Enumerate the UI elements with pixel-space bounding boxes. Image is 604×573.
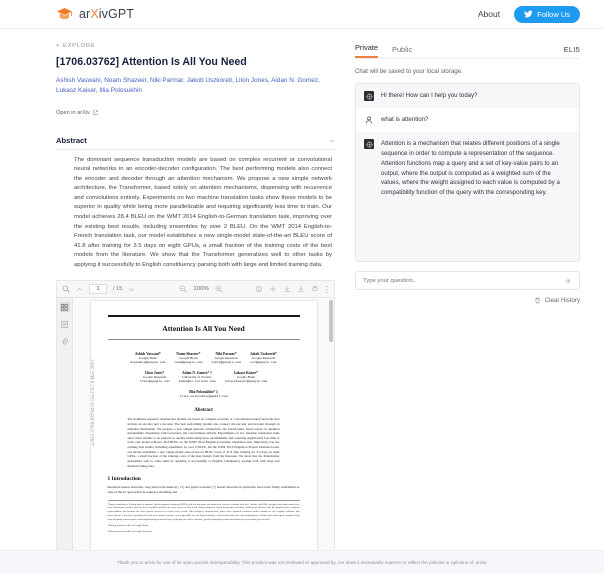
print-icon[interactable] — [311, 285, 319, 293]
pdf-body — [57, 298, 334, 573]
pdf-toolbar — [57, 281, 334, 298]
open-in-arxiv-label: Open in arXiv — [56, 109, 90, 116]
pdf-author-affiliation: Google Research — [251, 356, 276, 361]
pdf-author-name: Niki Parmar* — [215, 352, 237, 357]
more-options-icon[interactable] — [325, 285, 329, 294]
pdf-doc-title: Attention Is All You Need — [162, 323, 245, 333]
zoom-level-label[interactable]: 100% — [193, 286, 209, 293]
abstract-heading: Abstract — [56, 135, 87, 145]
breadcrumb-explore[interactable] — [56, 43, 335, 49]
chevron-left-icon: « — [56, 43, 61, 49]
pdf-author-name: Lukasz Kaiser* — [233, 371, 258, 376]
pdf-intro-mid: and gated recurrent — [183, 485, 212, 490]
pdf-author-name: Ashish Vaswani* — [134, 352, 161, 357]
app-header — [0, 0, 604, 29]
bot-avatar — [364, 91, 374, 101]
pdf-author-affiliation: Google Research — [142, 375, 167, 380]
pdf-author-name: Illia Polosukhin* ‡ — [189, 390, 218, 395]
clear-history-label: Clear History — [544, 297, 580, 304]
storage-note: Chat will be saved to your local storage. — [355, 68, 463, 75]
bot-avatar — [364, 139, 374, 149]
chat-message-bot — [356, 84, 579, 108]
pdf-author-affiliation: University of Toronto — [182, 375, 212, 380]
pdf-authors-row-1 — [108, 352, 300, 364]
pdf-author — [211, 352, 241, 364]
logo-text: arXivGPT — [79, 7, 134, 21]
pdf-author — [174, 352, 202, 364]
chat-column — [345, 29, 604, 550]
chat-message-bot — [356, 132, 579, 261]
chat-message-text: Attention is a mechanism that relates different positions of a single sequence in order to compute a representation of the sequence. Attention functions map a query and a set of key-value pairs to an output, where the output is computed as a weighted sum of the values, where the weight assigned to each value is computed by a compatibility function of the query with the corresponding key. — [381, 140, 560, 197]
pdf-citation[interactable]: [13] — [178, 485, 184, 490]
page-total-label: / 15 — [113, 286, 123, 293]
page-body — [0, 29, 604, 550]
tab-private[interactable]: Private — [355, 43, 378, 58]
page-title: [1706.03762] Attention Is All You Need — [56, 56, 247, 68]
thumbnails-grid-icon[interactable] — [60, 302, 70, 312]
pdf-author — [250, 352, 277, 364]
pdf-author-name: Noam Shazeer* — [176, 352, 201, 357]
chevron-down-icon[interactable] — [128, 286, 135, 293]
chat-message-text: Hi there! How can I help you today? — [381, 92, 478, 99]
paper-column — [0, 29, 345, 550]
pdf-footnote-3: ‡Work performed while at Google Research. — [107, 530, 153, 534]
abstract-header[interactable] — [56, 127, 335, 150]
rotate-icon[interactable] — [255, 285, 263, 293]
trash-icon — [534, 297, 541, 304]
pdf-author-name: Jakob Uszkoreit* — [250, 352, 277, 357]
pdf-page-1 — [90, 300, 318, 573]
pdf-author — [178, 371, 215, 383]
logo[interactable] — [56, 7, 134, 21]
pdf-authors-row-2 — [108, 371, 300, 383]
pdf-author — [179, 390, 227, 398]
pdf-author-email: nikip@google.com — [211, 360, 242, 365]
pdf-canvas[interactable] — [73, 298, 334, 573]
paperclip-icon[interactable] — [60, 336, 70, 346]
download-icon[interactable] — [283, 285, 291, 293]
pdf-author-name: Llion Jones* — [144, 371, 165, 376]
clear-history-button[interactable] — [355, 297, 580, 304]
zoom-out-icon[interactable] — [179, 285, 187, 293]
pdf-author-affiliation: Google Brain — [138, 356, 157, 361]
chat-message-text: what is attention? — [381, 116, 429, 123]
pdf-rule-thin — [108, 339, 300, 340]
save-icon[interactable] — [297, 285, 305, 293]
pdf-intro-paragraph — [108, 485, 300, 495]
pdf-abstract-text: The dominant sequence transduction models are based on complex recurrent or convolutional neural networks that include an encoder and a decoder. The best performing models also connect the encoder and decoder through an attention mechanism. We propose a new simple network architecture, the Transformer, based solely on attention mechanisms, dispensing with recurrence and convolutions entirely. Experiments on two machine translation tasks show these models to be superior in quality while being more parallelizable and requiring significantly less time to train. Our model achieves 28.4 BLEU on the WMT 2014 English-to-German translation task, improving over the existing best results, including ensembles, by over 2 BLEU. On the WMT 2014 English-to-French translation task, our model establishes a new single-model state-of-the-art BLEU score of 41.8 after training for 3.5 days on eight GPUs, a small fraction of the training costs of the best models from the literature. We show that the Transformer generalizes well to other tasks by applying it successfully to English constituency parsing both with large and limited training data. — [127, 417, 280, 468]
graduation-cap-icon — [56, 7, 73, 21]
pdf-authors-row-3 — [108, 390, 300, 398]
pdf-footnote-1: *Equal contribution. Listing order is random. Jakob proposed replacing RNNs with self-attention and started the effort to evaluate this idea. Ashish, with Illia, designed and implemented the first Transformer models and has been crucially involved in every aspect of this work. Noam proposed scaled dot-product attention, multi-head attention and the parameter-free position representation and became the other person involved in nearly every detail. Niki designed, implemented, tuned and evaluated countless model variants in our original codebase and tensor2tensor. Llion also experimented with novel model variants, was responsible for our initial codebase, and efficient inference and visualizations. Lukasz and Aidan spent countless long days designing various parts of and implementing tensor2tensor, replacing our earlier codebase, greatly improving results and massively accelerating our research. — [108, 500, 300, 522]
pdf-sidebar — [57, 298, 73, 573]
search-icon[interactable] — [62, 285, 70, 293]
tabs-divider — [355, 58, 580, 59]
pdf-intro-pre: Recurrent neural networks, long short-term memory — [107, 485, 179, 490]
pdf-author-name: Aidan N. Gomez* † — [182, 371, 212, 376]
abstract-text: The dominant sequence transduction models are based on complex recurrent or convolutional neural networks in an encoder-decoder configuration. The best performing models also connect the encoder and decoder through an attention mechanism. We propose a new simple network architecture, the Transformer, based solely on attention mechanisms, dispensing with recurrence and convolutions entirely. Experiments on two machine translation tasks show these models to be superior in quality while being more parallelizable and requiring significantly less time to train. Our model achieves 28.4 BLEU on the WMT 2014 English-to-German translation task, improving over the existing best results, including ensembles by over 2 BLEU. On the WMT 2014 English-to-French translation task, our model establishes a new single-model state-of-the-art BLEU score of 41.8 after training for 3.5 days on eight GPUs, a small fraction of the training costs of the best models from the literature. We show that the Transformer generalizes well to other tasks by applying it successfully to English constituency parsing both with large and limited training data. — [74, 156, 332, 268]
pdf-author-email: illia.polosukhin@gmail.com — [179, 394, 228, 399]
pdf-section-heading: 1 Introduction — [107, 476, 141, 483]
pdf-author-affiliation: Google Brain — [179, 356, 198, 361]
pan-tool-icon[interactable] — [269, 285, 277, 293]
pdf-footnote-2: †Work performed while at Google Brain. — [107, 524, 149, 528]
follow-us-button[interactable] — [514, 6, 580, 23]
eli5-button[interactable]: ELI5 — [563, 45, 580, 54]
pdf-intro-post: neural networks in particular, have been firmly established as state of the art approaches in sequence modeling and — [107, 485, 300, 494]
pdf-author-email: aidan@cs.toronto.edu — [178, 379, 216, 384]
pdf-author — [225, 371, 268, 383]
chat-input[interactable] — [363, 278, 564, 284]
pdf-vertical-scrollbar[interactable] — [329, 300, 333, 342]
about-link[interactable]: About — [477, 9, 501, 19]
open-in-arxiv-link[interactable] — [56, 110, 98, 116]
zoom-in-icon[interactable] — [215, 285, 223, 293]
chevron-up-icon[interactable] — [76, 286, 83, 293]
pdf-author — [130, 352, 165, 364]
chevron-down-icon[interactable]: ⌄ — [329, 136, 335, 144]
chat-messages-box — [355, 83, 580, 262]
tab-public[interactable]: Public — [392, 45, 413, 54]
pdf-rule-top — [108, 315, 300, 316]
external-link-icon — [93, 110, 98, 115]
footer-text: Thank you to arXiv for use of its open access interoperability. This product was not reviewed or approved by, nor does it necessarily express or reflect the policies or opinions of, arXiv. — [116, 559, 488, 565]
header-actions — [478, 6, 580, 23]
pdf-author-affiliation: Google Research — [214, 356, 238, 361]
follow-us-label: Follow Us — [537, 9, 570, 19]
pdf-viewer — [56, 280, 335, 573]
pdf-author — [140, 371, 170, 383]
pdf-author-email: usz@google.com — [250, 360, 277, 365]
pdf-author-email: lukaszkaiser@google.com — [224, 379, 268, 384]
paper-authors[interactable]: Ashish Vaswani, Noam Shazeer, Niki Parmar, Jakob Uszkoreit, Llion Jones, Aidan N. Gomez, Lukasz Kaiser, Illia Polosukhin — [56, 76, 320, 94]
chat-input-row[interactable] — [355, 271, 580, 290]
pdf-author-email: llion@google.com — [139, 379, 170, 384]
user-avatar — [364, 115, 374, 125]
document-outline-icon[interactable] — [60, 319, 70, 329]
pdf-author-affiliation: Google Brain — [236, 375, 256, 380]
arxiv-stamp: arXiv:1706.03762v5 [cs.CL] 6 Dec 2017 — [89, 359, 95, 446]
pdf-author-email: avaswani@google.com — [130, 360, 166, 365]
pdf-author-email: noam@google.com — [174, 360, 203, 365]
chat-message-user — [356, 108, 579, 132]
chat-tabs — [355, 43, 580, 58]
pdf-citation[interactable]: [7] — [211, 485, 216, 490]
twitter-bird-icon — [524, 10, 533, 18]
page-number-input[interactable] — [89, 284, 107, 294]
send-icon[interactable] — [564, 277, 572, 285]
breadcrumb-label: EXPLORE — [63, 43, 96, 49]
pdf-abstract-label: Abstract — [194, 408, 213, 414]
page-footer — [0, 550, 604, 573]
